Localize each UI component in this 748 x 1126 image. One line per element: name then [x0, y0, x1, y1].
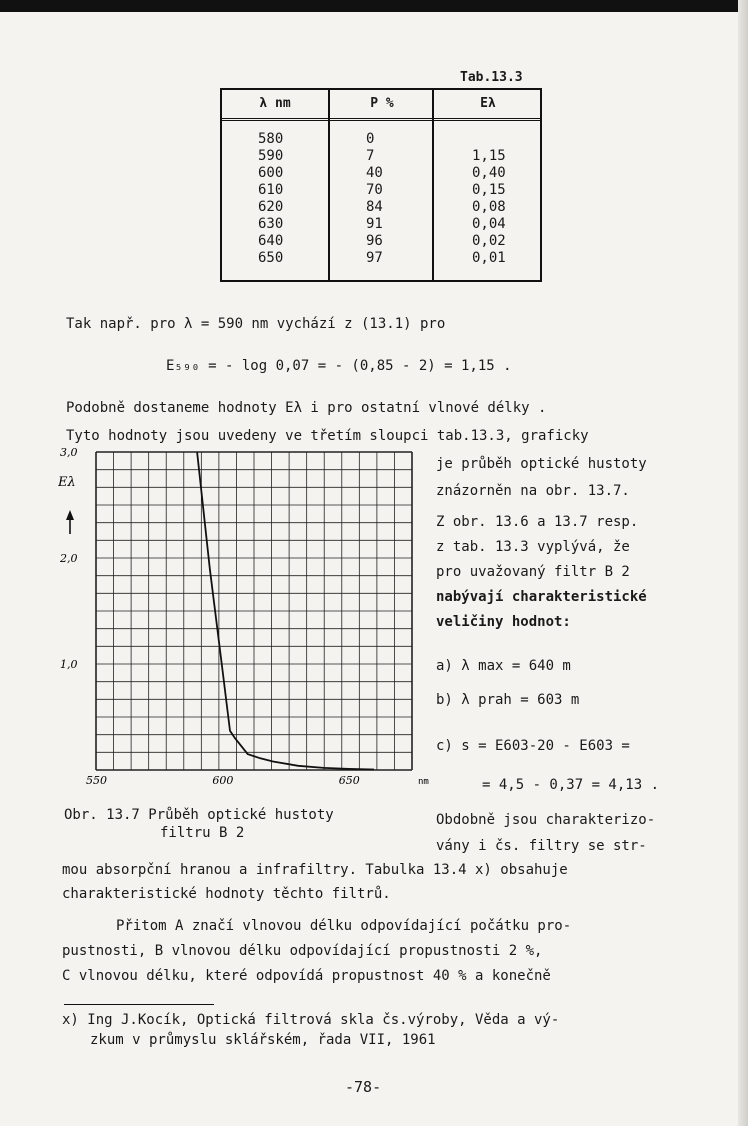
- y-tick-label: 3,0: [60, 446, 78, 459]
- y-tick-label: 2,0: [60, 552, 78, 565]
- text-line: Tak např. pro λ = 590 nm vychází z (13.1) pro: [66, 316, 446, 332]
- table-column-lambda: [222, 90, 328, 280]
- table-cell: 620: [258, 199, 284, 215]
- table-cell: 650: [258, 250, 284, 266]
- list-item-c-result: = 4,5 - 0,37 = 4,13 .: [482, 777, 660, 793]
- caption-line: Obr. 13.7 Průběh optické hustoty: [64, 807, 334, 823]
- table-cell: 640: [258, 233, 284, 249]
- text-line: je průběh optické hustoty: [436, 456, 647, 472]
- text-line: Tyto hodnoty jsou uvedeny ve třetím sloupci tab.13.3, graficky: [66, 428, 589, 444]
- text-line: Z obr. 13.6 a 13.7 resp.: [436, 514, 639, 530]
- text-line: pro uvažovaný filtr B 2: [436, 564, 630, 580]
- scan-top-border: [0, 0, 748, 12]
- text-line: vány i čs. filtry se str-: [436, 838, 647, 854]
- text-line: mou absorpční hranou a infrafiltry. Tabulka 13.4 x) obsahuje: [62, 862, 568, 878]
- table-cell: 91: [366, 216, 383, 232]
- p-values: [330, 121, 434, 267]
- table-cell: 7: [366, 148, 375, 164]
- table-cell: 0,08: [472, 199, 506, 215]
- list-item-a: a) λ max = 640 m: [436, 658, 571, 674]
- data-table: [220, 88, 542, 282]
- table-cell: 630: [258, 216, 284, 232]
- x-tick-label: 600: [212, 774, 234, 787]
- list-item-c: c) s = E603-20 - E603 =: [436, 738, 630, 754]
- table-cell: 590: [258, 148, 284, 164]
- text-line: pustnosti, B vlnovou délku odpovídající propustnosti 2 %,: [62, 943, 543, 959]
- table-header-p: P %: [330, 90, 434, 121]
- table-column-e: [432, 90, 542, 280]
- equation: E₅₉₀ = - log 0,07 = - (0,85 - 2) = 1,15 .: [166, 358, 512, 374]
- footnote-continuation: zkum v průmyslu sklářském, řada VII, 1961: [90, 1032, 436, 1048]
- table-cell: 70: [366, 182, 383, 198]
- text-line: z tab. 13.3 vyplývá, že: [436, 539, 630, 555]
- table-cell: 580: [258, 131, 284, 147]
- scan-right-edge: [738, 0, 748, 1126]
- lambda-values: [222, 121, 328, 267]
- footnote: x) Ing J.Kocík, Optická filtrová skla čs.výroby, Věda a vý-: [62, 1012, 560, 1028]
- table-label: Tab.13.3: [460, 70, 523, 85]
- table-cell: [472, 131, 542, 148]
- y-axis-label: Eλ: [58, 475, 76, 490]
- list-item-b: b) λ prah = 603 m: [436, 692, 580, 708]
- table-cell: 0,02: [472, 233, 506, 249]
- e-values: [434, 121, 542, 267]
- text-line: charakteristické hodnoty těchto filtrů.: [62, 886, 391, 902]
- x-tick-label: 650: [338, 774, 360, 787]
- text-line: Obdobně jsou charakterizo-: [436, 812, 656, 828]
- table-header-lambda: λ nm: [222, 90, 328, 121]
- y-axis-arrowhead: [66, 510, 74, 520]
- table-cell: 0: [366, 131, 375, 147]
- text-line: nabývají charakteristické: [436, 589, 647, 605]
- table-cell: 97: [366, 250, 383, 266]
- table-header-e: Eλ: [434, 90, 542, 121]
- caption-line: filtru B 2: [160, 825, 245, 841]
- optical-density-chart: [58, 440, 430, 790]
- table-column-p: [328, 90, 434, 280]
- text-line: Přitom A značí vlnovou délku odpovídající počátku pro-: [116, 918, 572, 934]
- table-cell: 96: [366, 233, 383, 249]
- figure-13-7: [58, 440, 430, 790]
- text-line: Podobně dostaneme hodnoty Eλ i pro ostatní vlnové délky .: [66, 400, 547, 416]
- table-cell: 0,04: [472, 216, 506, 232]
- y-tick-label: 1,0: [60, 658, 78, 671]
- figure-caption: [64, 806, 424, 842]
- x-tick-label: 550: [86, 774, 107, 787]
- table-cell: 610: [258, 182, 284, 198]
- table-cell: 1,15: [472, 148, 506, 164]
- text-line: znázorněn na obr. 13.7.: [436, 483, 630, 499]
- x-axis-unit: nm: [418, 777, 429, 787]
- table-cell: 0,15: [472, 182, 506, 198]
- table-cell: 0,01: [472, 250, 506, 266]
- table-cell: 40: [366, 165, 383, 181]
- table-cell: 84: [366, 199, 383, 215]
- text-line: C vlnovou délku, které odpovídá propustnost 40 % a konečně: [62, 968, 551, 984]
- table-cell: 0,40: [472, 165, 506, 181]
- table-cell: 600: [258, 165, 284, 181]
- page-number: -78-: [345, 1078, 382, 1096]
- text-line: veličiny hodnot:: [436, 614, 571, 630]
- footnote-rule: [64, 1004, 214, 1005]
